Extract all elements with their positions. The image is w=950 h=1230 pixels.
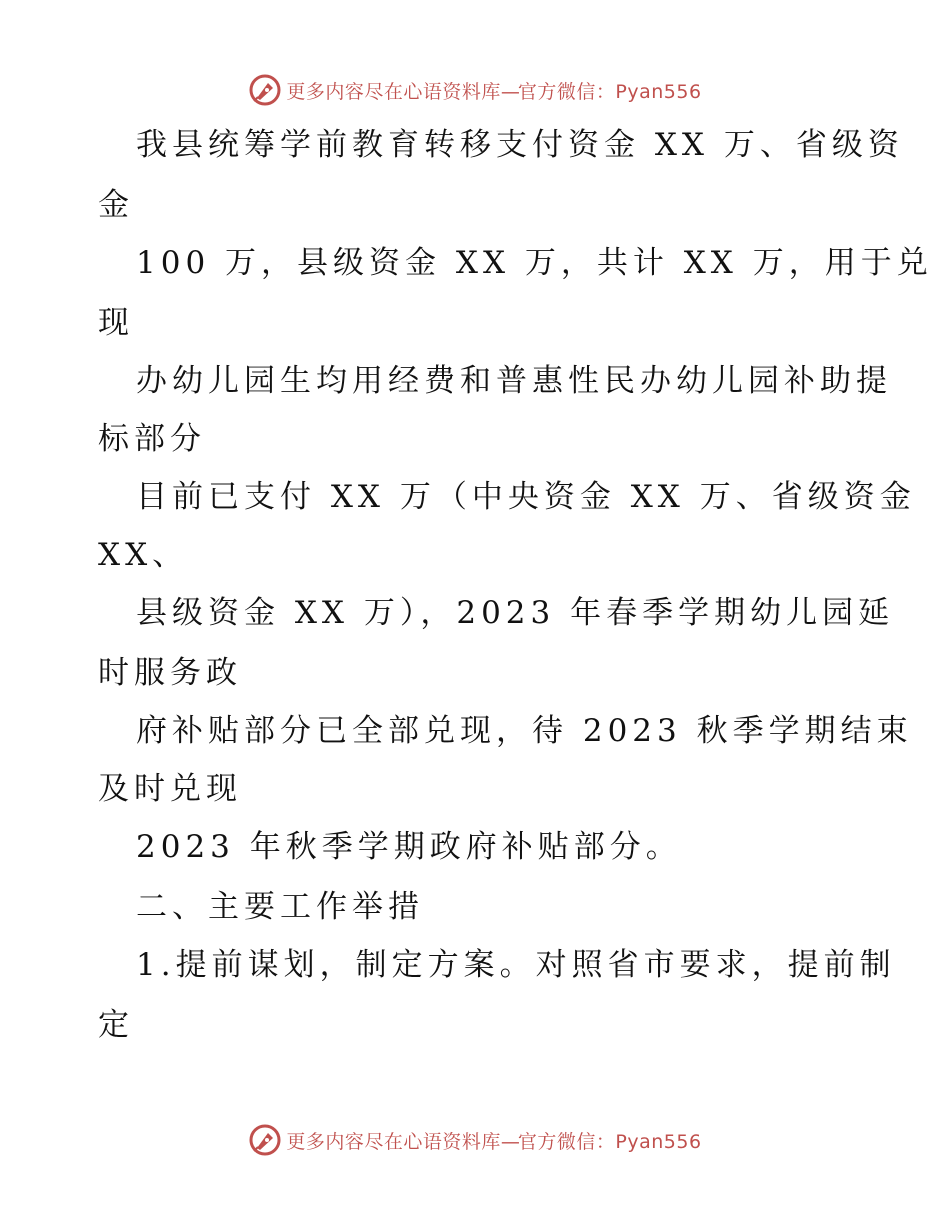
paragraph-6-line-2: 及时兑现	[98, 771, 242, 807]
paragraph-3-line-1: 办幼儿园生均用经费和普惠性民办幼儿园补助提	[136, 363, 892, 399]
banner-text: 更多内容尽在心语资料库—官方微信：Pyan556	[286, 80, 702, 103]
paragraph-4-line-1: 目前已支付 XX 万（中央资金 XX 万、省级资金	[136, 479, 916, 515]
paragraph-9-line-2: 定	[98, 1007, 134, 1043]
paragraph-1-line-1: 我县统筹学前教育转移支付资金 XX 万、省级资	[136, 127, 904, 163]
paragraph-7-line-1: 2023 年秋季学期政府补贴部分。	[136, 829, 682, 865]
header-banner	[0, 70, 950, 110]
pen-nib-logo-icon	[248, 1123, 282, 1157]
paragraph-4-line-2: XX、	[98, 537, 189, 573]
paragraph-6-line-1: 府补贴部分已全部兑现，待 2023 秋季学期结束	[136, 713, 913, 749]
section-heading: 二、主要工作举措	[136, 889, 424, 925]
paragraph-3-line-2: 标部分	[98, 421, 206, 457]
paragraph-1-line-2: 金	[98, 187, 134, 223]
paragraph-5-line-2: 时服务政	[98, 655, 242, 691]
paragraph-2-line-1: 100 万，县级资金 XX 万，共计 XX 万，用于兑	[136, 245, 933, 281]
paragraph-5-line-1: 县级资金 XX 万），2023 年春季学期幼儿园延	[136, 595, 895, 631]
paragraph-9-line-1: 1.提前谋划，制定方案。对照省市要求，提前制	[136, 947, 896, 983]
paragraph-2-line-2: 现	[98, 305, 134, 341]
pen-nib-logo-icon	[248, 73, 282, 107]
footer-banner	[0, 1120, 950, 1160]
banner-text: 更多内容尽在心语资料库—官方微信：Pyan556	[286, 1130, 702, 1153]
